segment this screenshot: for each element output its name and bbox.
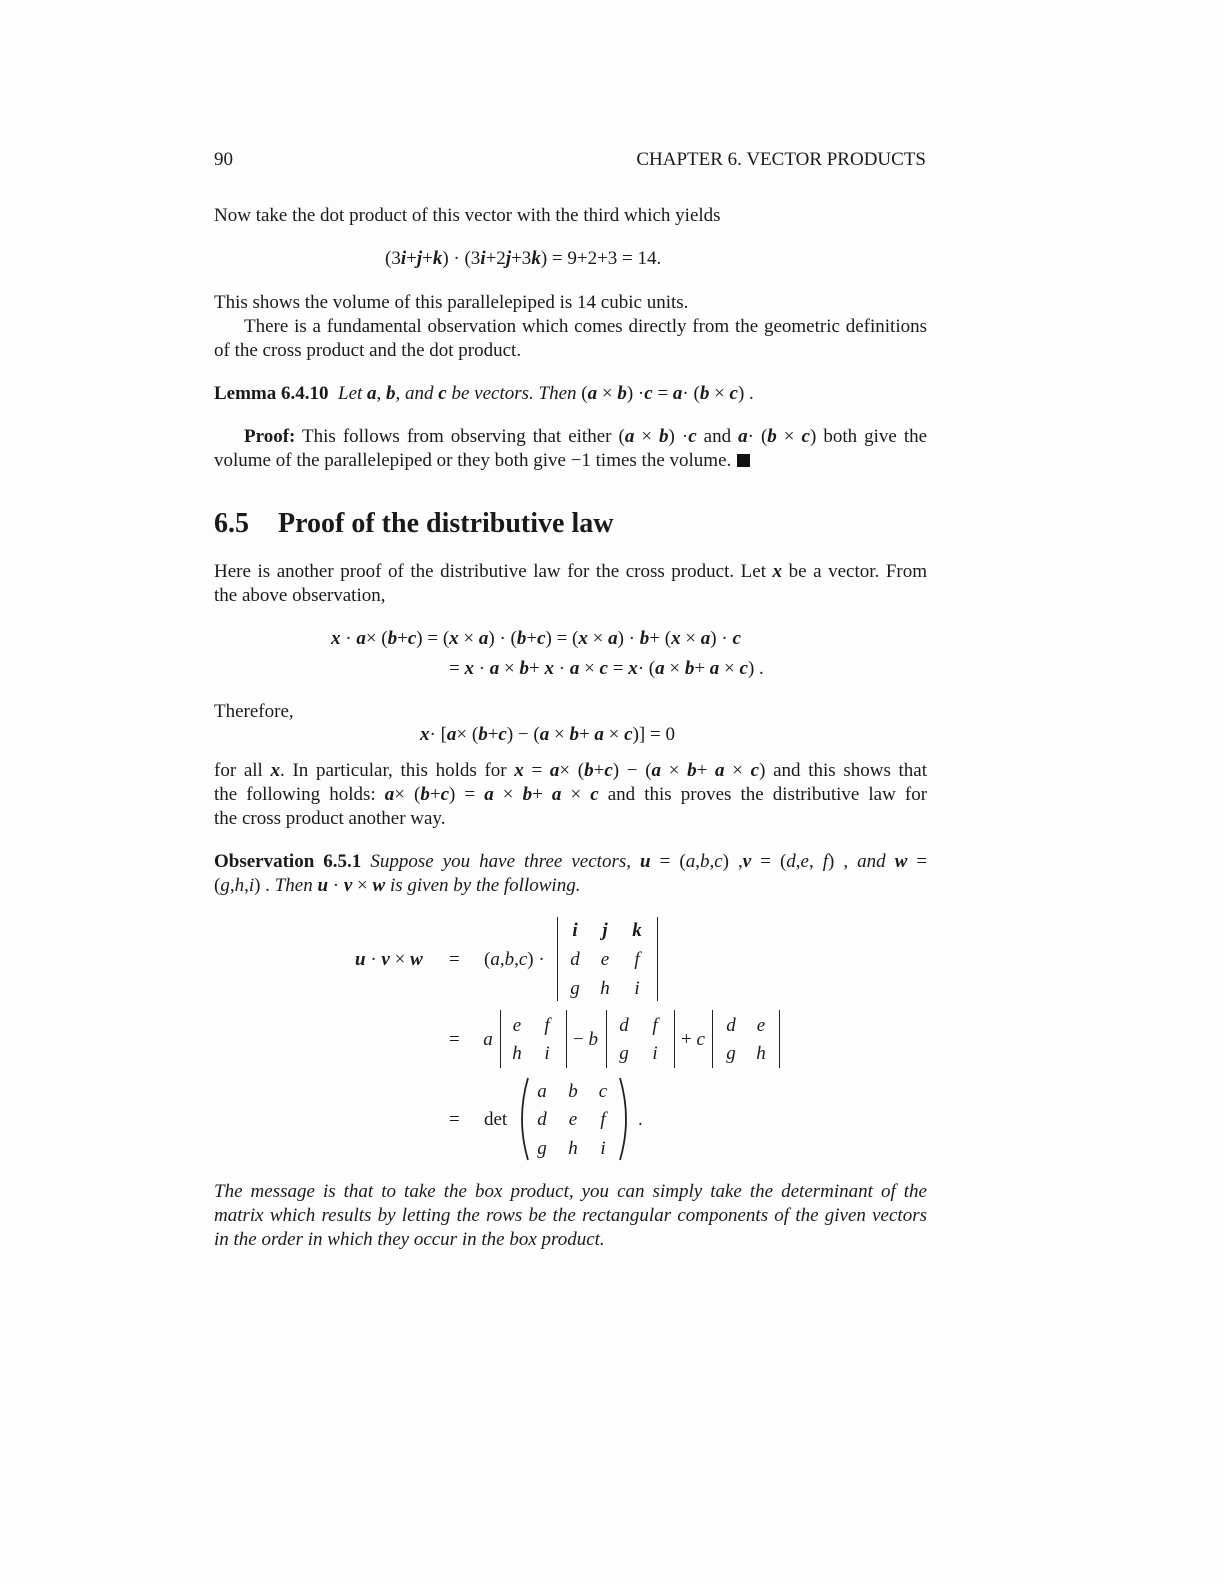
dot-product-result: = 9+2+3 = 14. <box>551 248 662 269</box>
cofactor-plus-c: + c <box>681 1029 705 1050</box>
det3-cell: g <box>570 978 580 999</box>
matrix-cell: i <box>600 1138 606 1159</box>
body-p2-line-1: for all x. In particular, this holds for x = a× (b+c) − (a × b+ a × c) and this shows that <box>214 760 928 781</box>
message-line-3: in the order in which they occur in the box product. <box>214 1229 605 1250</box>
body-p2-text-d: the following holds: <box>214 784 376 805</box>
det3-cell: i <box>572 920 578 941</box>
minor1-cell: i <box>544 1043 550 1064</box>
body-p2-line-2: the following holds: a× (b+c) = a × b+ a × c and this proves the distributive law for <box>214 784 928 805</box>
observation-text-d: is given by the following. <box>389 875 581 896</box>
observation-text-a: Suppose you have three vectors, <box>370 851 631 872</box>
minor3-right-bar <box>779 1010 780 1068</box>
lemma-let: Let <box>338 383 363 404</box>
proof-line-1: Proof: This follows from observing that either (a × b) ·c and a· (b × c) both give the <box>244 426 928 447</box>
det3-left-bar <box>557 917 558 1001</box>
minor3-cell: d <box>726 1015 736 1036</box>
body-p1-text-b: be a vector. From <box>788 561 928 582</box>
body-p1-line-2: the above observation, <box>214 585 386 606</box>
det3-right-bar <box>657 917 658 1001</box>
cofactor-coefficient-a: a <box>483 1029 493 1050</box>
distributive-equation-2: = x · a × b+ x · a × c = x· (a × b+ a × c) . <box>449 658 764 679</box>
message-line-1: The message is that to take the box product, you can simply take the determinant of the <box>214 1181 927 1202</box>
body-p1-line-1: Here is another proof of the distributive law for the cross product. Let x be a vector. From <box>214 561 928 582</box>
minor1-left-bar <box>500 1010 501 1068</box>
proof-line-2 <box>214 449 750 473</box>
proof-text-b: and <box>703 426 732 447</box>
minor1-cell: h <box>512 1043 522 1064</box>
row-vector-factor: (a,b,c) · <box>484 949 545 970</box>
matrix-cell: b <box>568 1081 578 1102</box>
equals-2: = <box>449 1029 460 1050</box>
matrix-cell: c <box>598 1081 608 1102</box>
running-title: CHAPTER 6. VECTOR PRODUCTS <box>636 149 926 170</box>
minor2-cell: g <box>619 1043 629 1064</box>
minor1-cell: e <box>512 1015 522 1036</box>
matrix-cell: e <box>568 1109 578 1130</box>
minor2-cell: i <box>652 1043 658 1064</box>
det3-cell: j <box>602 920 608 941</box>
minor1-cell: f <box>544 1015 550 1036</box>
det3-cell: e <box>600 949 610 970</box>
lemma-and: and <box>405 383 434 404</box>
lemma-label: Lemma 6.4.10 <box>214 383 329 404</box>
intro-line-1: Now take the dot product of this vector with the third which yields <box>214 205 721 226</box>
body-p2-text-b: . In particular, this holds for <box>280 760 507 781</box>
observation-line-2: (g,h,i) . Then u · v × w is given by the following. <box>214 875 581 896</box>
body-p2-line-3: the cross product another way. <box>214 808 446 829</box>
therefore-label: Therefore, <box>214 701 294 722</box>
minor3-cell: h <box>756 1043 766 1064</box>
det3-cell: k <box>632 920 642 941</box>
body-p2-text-a: for all <box>214 760 263 781</box>
box-product-lhs: u · v × w <box>355 949 423 970</box>
matrix-cell: g <box>537 1138 547 1159</box>
dot-product-equation: (3i+j+k) · (3i+2j+3k) = 9+2+3 = 14. <box>385 248 662 269</box>
qed-square-icon <box>737 454 750 467</box>
page-number: 90 <box>214 149 233 170</box>
proof-label: Proof: <box>244 426 296 447</box>
observation-label: Observation 6.5.1 <box>214 851 362 872</box>
det3-cell: d <box>570 949 580 970</box>
matrix-right-paren <box>618 1076 634 1162</box>
matrix-cell: f <box>600 1109 606 1130</box>
minor3-left-bar <box>712 1010 713 1068</box>
proof-text-c: both give the <box>823 426 928 447</box>
minor3-cell: g <box>726 1043 736 1064</box>
section-title: Proof of the distributive law <box>278 508 614 539</box>
volume-line: This shows the volume of this parallelepiped is 14 cubic units. <box>214 292 689 313</box>
minor3-cell: e <box>756 1015 766 1036</box>
lemma-be: be vectors. Then <box>451 383 577 404</box>
det3-cell: h <box>600 978 610 999</box>
observation-text-b: and <box>857 851 886 872</box>
observation-intro-line-2: of the cross product and the dot product. <box>214 340 522 361</box>
minor2-cell: d <box>619 1015 629 1036</box>
message-line-2: matrix which results by letting the rows be the rectangular components of the given vectors <box>214 1205 927 1226</box>
minor2-left-bar <box>606 1010 607 1068</box>
det3-cell: i <box>634 978 640 999</box>
matrix-cell: a <box>537 1081 547 1102</box>
observation-text-c: Then <box>274 875 313 896</box>
minor2-cell: f <box>652 1015 658 1036</box>
matrix-cell: d <box>537 1109 547 1130</box>
observation-intro-line-1: There is a fundamental observation which comes directly from the geometric definitions <box>244 316 927 337</box>
distributive-equation-1: x · a× (b+c) = (x × a) · (b+c) = (x × a) · b+ (x × a) · c <box>331 628 741 649</box>
cofactor-minus-b: − b <box>573 1029 598 1050</box>
proof-text-a: This follows from observing that either <box>302 426 612 447</box>
equals-1: = <box>449 949 460 970</box>
proof-line-2-text: volume of the parallelepiped or they both give −1 times the volume. <box>214 450 732 471</box>
matrix-left-paren <box>514 1076 530 1162</box>
matrix-cell: h <box>568 1138 578 1159</box>
body-p2-text-e: and this proves the distributive law for <box>607 784 928 805</box>
matrix-period: . <box>638 1109 643 1130</box>
section-number: 6.5 <box>214 508 249 539</box>
therefore-equation: x· [a× (b+c) − (a × b+ a × c)] = 0 <box>420 724 675 745</box>
observation-line-1: Observation 6.5.1 Suppose you have three vectors, u = (a,b,c) ,v = (d,e, f) , and w = <box>214 851 928 872</box>
det3-cell: f <box>634 949 640 970</box>
lemma-6-4-10: Lemma 6.4.10 Let a, b, and c be vectors. Then (a × b) ·c = a· (b × c) . <box>214 383 754 404</box>
body-p1-text-a: Here is another proof of the distributive law for the cross product. Let <box>214 561 766 582</box>
minor2-right-bar <box>674 1010 675 1068</box>
minor1-right-bar <box>566 1010 567 1068</box>
body-p2-text-c: and this shows that <box>773 760 928 781</box>
equals-3: = <box>449 1109 460 1130</box>
det-label: det <box>484 1109 508 1130</box>
